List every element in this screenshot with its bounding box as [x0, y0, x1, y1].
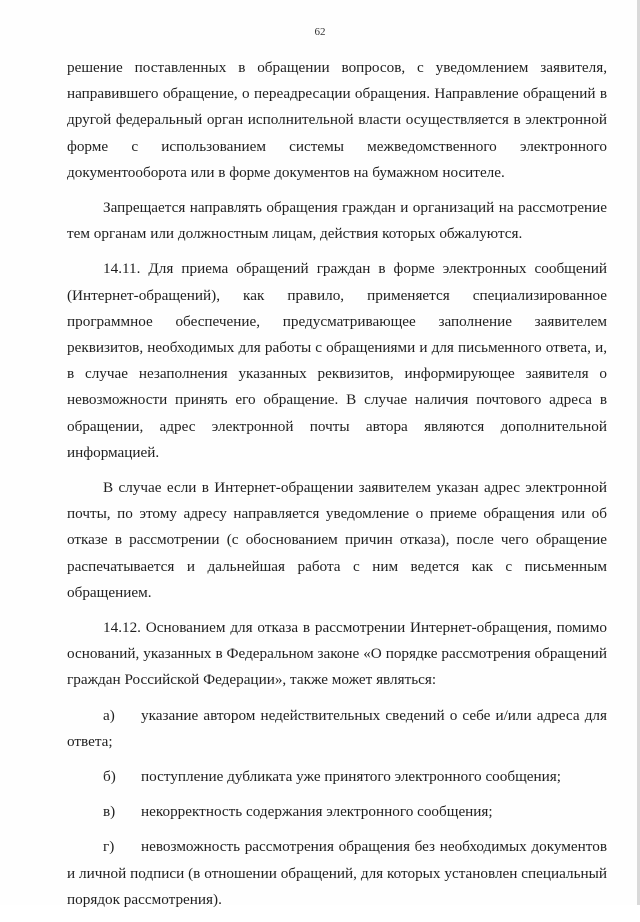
list-item-text: невозможность рассмотрения обращения без необходимых документов и личной подписи (в отношении обращений, для которых установлен специальный порядок рассмотрения). — [67, 838, 607, 908]
list-marker: в) — [103, 803, 116, 821]
list-marker: г) — [103, 838, 115, 856]
list-item-text: поступление дубликата уже принятого электронного сообщения; — [141, 768, 561, 786]
list-item-b — [67, 764, 607, 790]
list-item-v — [67, 799, 607, 825]
list-item-a — [67, 703, 607, 755]
continuation-paragraph: решение поставленных в обращении вопросов, с уведомлением заявителя, направившего обращение, о переадресации обращения. Направление обращений в другой федеральный орган исполнительной власти осуществляется в электронной форме с использованием системы межведомственного электронного документооборота или в форме документов на бумажном носителе. — [67, 59, 607, 181]
document-body — [67, 55, 607, 922]
list-marker: а) — [103, 706, 115, 724]
paragraph-14-12: 14.12. Основанием для отказа в рассмотрении Интернет-обращения, помимо оснований, указанных в Федеральном законе «О порядке рассмотрения обращений граждан Российской Федерации», также может являться: — [67, 619, 607, 689]
page-number: 62 — [314, 26, 326, 38]
paragraph-14-11: 14.11. Для приема обращений граждан в форме электронных сообщений (Интернет-обращений), как правило, применяется специализированное программное обеспечение, предусматривающее заполнение заявителем реквизитов, необходимых для работы с обращениями и для письменного ответа, и, в случае незаполнения указанных реквизитов, информирующее заявителя о невозможности принять его обращение. В случае наличия почтового адреса в обращении, адрес электронной почты автора являются дополнительной информацией. — [67, 260, 607, 461]
list-item-text: указание автором недействительных сведений о себе и/или адреса для ответа; — [67, 706, 607, 750]
list-marker: б) — [103, 768, 116, 786]
list-item-text: некорректность содержания электронного сообщения; — [141, 803, 493, 821]
list-item-g — [67, 834, 607, 913]
paragraph-email-notice: В случае если в Интернет-обращении заявителем указан адрес электронной почты, по этому адресу направляется уведомление о приеме обращения или об отказе в рассмотрении (с обоснованием причин отказа), после чего обращение распечатывается и дальнейшая работа с ним ведется как с письменным обращением. — [67, 479, 607, 601]
paragraph-prohibition: Запрещается направлять обращения граждан и организаций на рассмотрение тем органам или должностным лицам, действия которых обжалуются. — [67, 199, 607, 243]
